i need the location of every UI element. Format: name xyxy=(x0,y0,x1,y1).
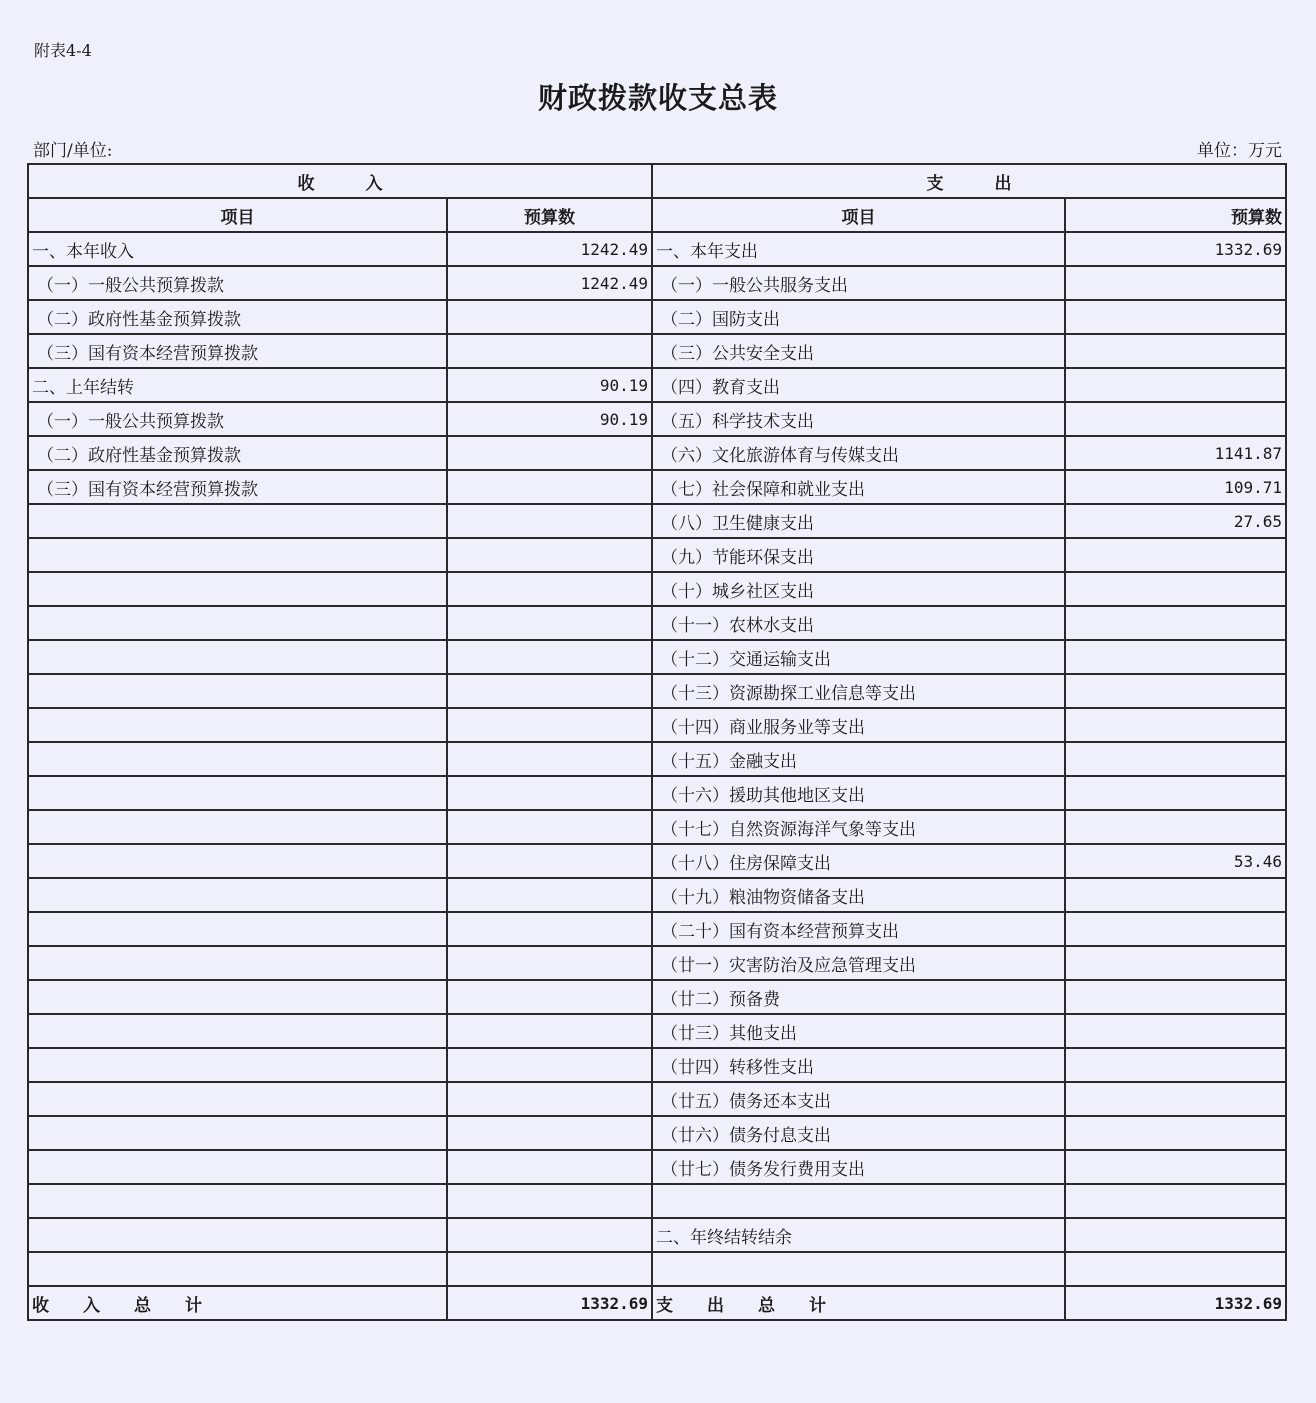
income-item-cell xyxy=(28,1014,447,1048)
income-item-cell xyxy=(28,912,447,946)
expense-item-cell: （十）城乡社区支出 xyxy=(652,572,1065,606)
expense-item-cell: （廿七）债务发行费用支出 xyxy=(652,1150,1065,1184)
table-row xyxy=(28,742,1286,776)
income-item-cell xyxy=(28,878,447,912)
expense-item-cell: （十八）住房保障支出 xyxy=(652,844,1065,878)
expense-value-cell: 27.65 xyxy=(1065,504,1286,538)
income-value-cell xyxy=(447,1218,652,1252)
income-value-cell xyxy=(447,1116,652,1150)
expense-value-cell: 109.71 xyxy=(1065,470,1286,504)
income-value-cell xyxy=(447,300,652,334)
expense-budget-header: 预算数 xyxy=(1065,198,1286,232)
budget-table xyxy=(27,163,1287,1321)
income-value-cell: 1242.49 xyxy=(447,266,652,300)
expense-item-cell: 一、本年支出 xyxy=(652,232,1065,266)
income-value-cell: 90.19 xyxy=(447,402,652,436)
expense-item-cell: （廿三）其他支出 xyxy=(652,1014,1065,1048)
table-row xyxy=(28,878,1286,912)
expense-item-cell: （一）一般公共服务支出 xyxy=(652,266,1065,300)
expense-value-cell xyxy=(1065,1218,1286,1252)
income-item-cell: （一）一般公共预算拨款 xyxy=(28,402,447,436)
table-row xyxy=(28,1048,1286,1082)
expense-item-cell: （九）节能环保支出 xyxy=(652,538,1065,572)
expense-value-cell xyxy=(1065,402,1286,436)
income-value-cell xyxy=(447,674,652,708)
income-value-cell xyxy=(447,776,652,810)
income-value-cell xyxy=(447,470,652,504)
income-value-cell xyxy=(447,1014,652,1048)
expense-value-cell xyxy=(1065,810,1286,844)
income-item-cell xyxy=(28,1116,447,1150)
income-value-cell xyxy=(447,334,652,368)
total-row xyxy=(28,1286,1286,1320)
expense-item-cell: （廿四）转移性支出 xyxy=(652,1048,1065,1082)
income-value-cell xyxy=(447,946,652,980)
expense-value-cell xyxy=(1065,946,1286,980)
expense-item-cell: （十四）商业服务业等支出 xyxy=(652,708,1065,742)
income-item-cell xyxy=(28,504,447,538)
expense-value-cell xyxy=(1065,1014,1286,1048)
income-value-cell xyxy=(447,1150,652,1184)
income-item-cell xyxy=(28,1184,447,1218)
expense-value-cell xyxy=(1065,368,1286,402)
expense-value-cell xyxy=(1065,1082,1286,1116)
income-item-cell xyxy=(28,980,447,1014)
expense-value-cell xyxy=(1065,742,1286,776)
table-row xyxy=(28,300,1286,334)
table-row xyxy=(28,470,1286,504)
expense-item-cell: （十一）农林水支出 xyxy=(652,606,1065,640)
expense-value-cell xyxy=(1065,776,1286,810)
expense-item-cell: （廿六）债务付息支出 xyxy=(652,1116,1065,1150)
income-item-cell: （二）政府性基金预算拨款 xyxy=(28,436,447,470)
income-item-cell: （三）国有资本经营预算拨款 xyxy=(28,334,447,368)
expense-header: 支 出 xyxy=(652,164,1286,198)
income-value-cell xyxy=(447,810,652,844)
expense-value-cell xyxy=(1065,572,1286,606)
income-item-cell xyxy=(28,640,447,674)
expense-value-cell xyxy=(1065,980,1286,1014)
expense-value-cell: 1141.87 xyxy=(1065,436,1286,470)
income-value-cell xyxy=(447,1184,652,1218)
income-value-cell xyxy=(447,436,652,470)
column-header-row xyxy=(28,198,1286,232)
table-row xyxy=(28,1252,1286,1286)
income-header: 收 入 xyxy=(28,164,652,198)
table-row xyxy=(28,572,1286,606)
expense-item-cell: （二十）国有资本经营预算支出 xyxy=(652,912,1065,946)
table-row xyxy=(28,1014,1286,1048)
income-item-cell xyxy=(28,708,447,742)
expense-value-cell xyxy=(1065,1150,1286,1184)
table-row xyxy=(28,266,1286,300)
table-row xyxy=(28,232,1286,266)
expense-value-cell: 53.46 xyxy=(1065,844,1286,878)
income-item-cell xyxy=(28,742,447,776)
table-row xyxy=(28,912,1286,946)
income-budget-header: 预算数 xyxy=(447,198,652,232)
table-row xyxy=(28,1150,1286,1184)
income-item-cell: （二）政府性基金预算拨款 xyxy=(28,300,447,334)
income-item-cell: （三）国有资本经营预算拨款 xyxy=(28,470,447,504)
expense-item-cell: （十五）金融支出 xyxy=(652,742,1065,776)
expense-item-cell: 二、年终结转结余 xyxy=(652,1218,1065,1252)
income-item-cell: （一）一般公共预算拨款 xyxy=(28,266,447,300)
table-row xyxy=(28,980,1286,1014)
income-value-cell xyxy=(447,640,652,674)
expense-item-cell: （廿一）灾害防治及应急管理支出 xyxy=(652,946,1065,980)
expense-total-value: 1332.69 xyxy=(1065,1286,1286,1320)
table-row xyxy=(28,1218,1286,1252)
income-value-cell xyxy=(447,606,652,640)
income-item-cell xyxy=(28,1218,447,1252)
income-item-cell xyxy=(28,844,447,878)
income-value-cell xyxy=(447,742,652,776)
expense-item-header: 项目 xyxy=(652,198,1065,232)
page-title: 财政拨款收支总表 xyxy=(537,81,778,115)
expense-value-cell xyxy=(1065,640,1286,674)
table-row xyxy=(28,708,1286,742)
table-row xyxy=(28,1184,1286,1218)
expense-item-cell: （十七）自然资源海洋气象等支出 xyxy=(652,810,1065,844)
expense-item-cell: （廿二）预备费 xyxy=(652,980,1065,1014)
table-row xyxy=(28,1116,1286,1150)
income-item-cell xyxy=(28,810,447,844)
income-value-cell: 1242.49 xyxy=(447,232,652,266)
income-item-cell xyxy=(28,1252,447,1286)
income-item-cell xyxy=(28,1150,447,1184)
income-value-cell xyxy=(447,878,652,912)
table-row xyxy=(28,1082,1286,1116)
table-row xyxy=(28,810,1286,844)
table-row xyxy=(28,946,1286,980)
income-value-cell: 90.19 xyxy=(447,368,652,402)
income-item-cell xyxy=(28,606,447,640)
expense-item-cell: （廿五）债务还本支出 xyxy=(652,1082,1065,1116)
income-item-cell xyxy=(28,946,447,980)
expense-item-cell xyxy=(652,1252,1065,1286)
expense-value-cell xyxy=(1065,878,1286,912)
income-value-cell xyxy=(447,572,652,606)
expense-value-cell xyxy=(1065,1184,1286,1218)
income-item-cell xyxy=(28,1082,447,1116)
income-value-cell xyxy=(447,708,652,742)
table-row xyxy=(28,334,1286,368)
table-row xyxy=(28,504,1286,538)
income-item-cell: 二、上年结转 xyxy=(28,368,447,402)
table-row xyxy=(28,606,1286,640)
expense-value-cell xyxy=(1065,334,1286,368)
income-item-cell: 一、本年收入 xyxy=(28,232,447,266)
unit-label: 单位：万元 xyxy=(1197,141,1282,161)
table-row xyxy=(28,844,1286,878)
expense-item-cell: （四）教育支出 xyxy=(652,368,1065,402)
expense-item-cell: （十二）交通运输支出 xyxy=(652,640,1065,674)
income-value-cell xyxy=(447,1082,652,1116)
income-value-cell xyxy=(447,844,652,878)
attachment-label: 附表4-4 xyxy=(34,41,92,60)
income-value-cell xyxy=(447,504,652,538)
expense-item-cell: （十三）资源勘探工业信息等支出 xyxy=(652,674,1065,708)
department-label: 部门/单位: xyxy=(33,141,113,161)
income-item-cell xyxy=(28,776,447,810)
expense-value-cell xyxy=(1065,266,1286,300)
table-row xyxy=(28,776,1286,810)
expense-item-cell: （七）社会保障和就业支出 xyxy=(652,470,1065,504)
income-value-cell xyxy=(447,980,652,1014)
income-item-cell xyxy=(28,674,447,708)
section-header-row xyxy=(28,164,1286,198)
income-item-cell xyxy=(28,538,447,572)
expense-item-cell: （五）科学技术支出 xyxy=(652,402,1065,436)
expense-value-cell xyxy=(1065,674,1286,708)
expense-total-label: 支 出 总 计 xyxy=(652,1286,1065,1320)
expense-value-cell xyxy=(1065,300,1286,334)
income-value-cell xyxy=(447,538,652,572)
income-value-cell xyxy=(447,1252,652,1286)
income-value-cell xyxy=(447,912,652,946)
expense-item-cell: （八）卫生健康支出 xyxy=(652,504,1065,538)
expense-value-cell xyxy=(1065,912,1286,946)
expense-item-cell xyxy=(652,1184,1065,1218)
expense-value-cell xyxy=(1065,1252,1286,1286)
expense-item-cell: （十九）粮油物资储备支出 xyxy=(652,878,1065,912)
income-value-cell xyxy=(447,1048,652,1082)
expense-value-cell xyxy=(1065,1048,1286,1082)
expense-value-cell xyxy=(1065,538,1286,572)
income-item-cell xyxy=(28,1048,447,1082)
table-row xyxy=(28,538,1286,572)
income-item-cell xyxy=(28,572,447,606)
expense-item-cell: （十六）援助其他地区支出 xyxy=(652,776,1065,810)
income-total-value: 1332.69 xyxy=(447,1286,652,1320)
expense-item-cell: （三）公共安全支出 xyxy=(652,334,1065,368)
table-row xyxy=(28,402,1286,436)
expense-value-cell xyxy=(1065,708,1286,742)
table-row xyxy=(28,674,1286,708)
expense-value-cell xyxy=(1065,606,1286,640)
income-total-label: 收 入 总 计 xyxy=(28,1286,447,1320)
expense-value-cell xyxy=(1065,1116,1286,1150)
income-item-header: 项目 xyxy=(28,198,447,232)
table-row xyxy=(28,640,1286,674)
expense-item-cell: （六）文化旅游体育与传媒支出 xyxy=(652,436,1065,470)
expense-item-cell: （二）国防支出 xyxy=(652,300,1065,334)
expense-value-cell: 1332.69 xyxy=(1065,232,1286,266)
table-row xyxy=(28,436,1286,470)
table-row xyxy=(28,368,1286,402)
